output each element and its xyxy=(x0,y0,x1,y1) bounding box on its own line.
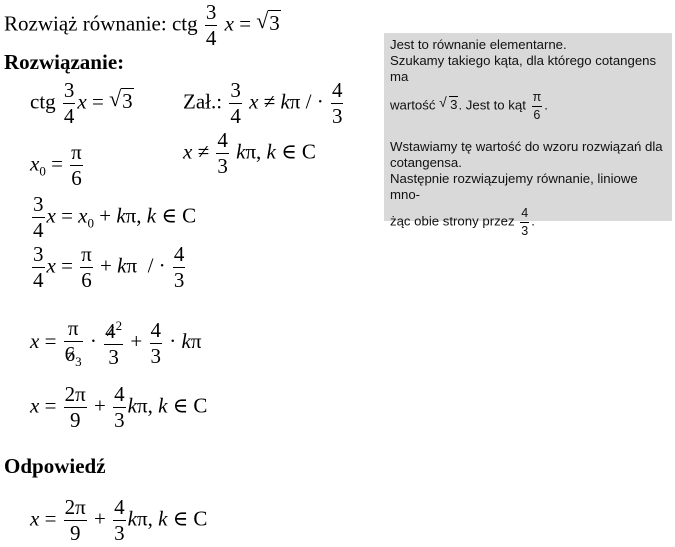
variable-x: x xyxy=(224,11,234,36)
note-line: wartość √ 3. Jest to kąt $\frac{\pi}{6}$ . xyxy=(390,90,548,122)
equation-line-5: x = $\frac{\pi}{6_3}$ · $\frac{4^2}{3}$ + $\frac{4}{3}$ · kπ xyxy=(30,316,202,370)
note-line: Następnie rozwiązujemy równanie, liniowe mno- xyxy=(390,171,638,202)
equation-line-3: $\frac{3}{4}$ $x = x_0 + k\pi$, k ∈ C xyxy=(33,192,197,242)
assumption-result: x ≠ $\frac{4}{3}$ kπ, k ∈ C xyxy=(183,128,316,178)
ctg-label: ctg xyxy=(171,11,198,36)
sqrt-expression: √ 3 xyxy=(256,8,280,36)
explanation-note xyxy=(384,33,672,238)
note-line: cotangensa. xyxy=(390,155,462,170)
problem-prefix: Rozwiąż równanie: xyxy=(4,11,167,36)
equals: = xyxy=(239,11,252,36)
problem-statement xyxy=(4,2,281,49)
answer-equation: x = $\frac{2\pi}{9}$ + $\frac{4}{3}$ kπ, k ∈ C xyxy=(30,495,208,545)
equation-line-1: ctg $\frac{3}{4}$ x = √ 3 xyxy=(30,78,133,128)
assumption: Zał.: $\frac{3}{4}$ x ≠ kπ / · $\frac{4}{3}$ xyxy=(183,78,343,128)
equation-line-2: $x_0$ = $\frac{\pi}{6}$ xyxy=(30,140,82,190)
equation-line-6: x = $\frac{2\pi}{9}$ + $\frac{4}{3}$ kπ, k ∈ C xyxy=(30,382,208,432)
answer-heading: Odpowiedź xyxy=(4,454,106,478)
note-line: Wstawiamy tę wartość do wzoru rozwiązań dla xyxy=(390,139,663,154)
note-line: Szukamy takiego kąta, dla którego cotangens ma xyxy=(390,53,657,84)
note-line: żąc obie strony przez $\frac{4}{3}$ . xyxy=(390,206,535,238)
solution-heading: Rozwiązanie: xyxy=(4,50,125,74)
fraction: $\frac{3}{4}$ xyxy=(205,0,217,50)
note-line: Jest to równanie elementarne. xyxy=(390,37,567,52)
equation-line-4: $\frac{3}{4}$ x = $\frac{\pi}{6}$ + kπ / · $\frac{4}{3}$ xyxy=(33,242,185,292)
